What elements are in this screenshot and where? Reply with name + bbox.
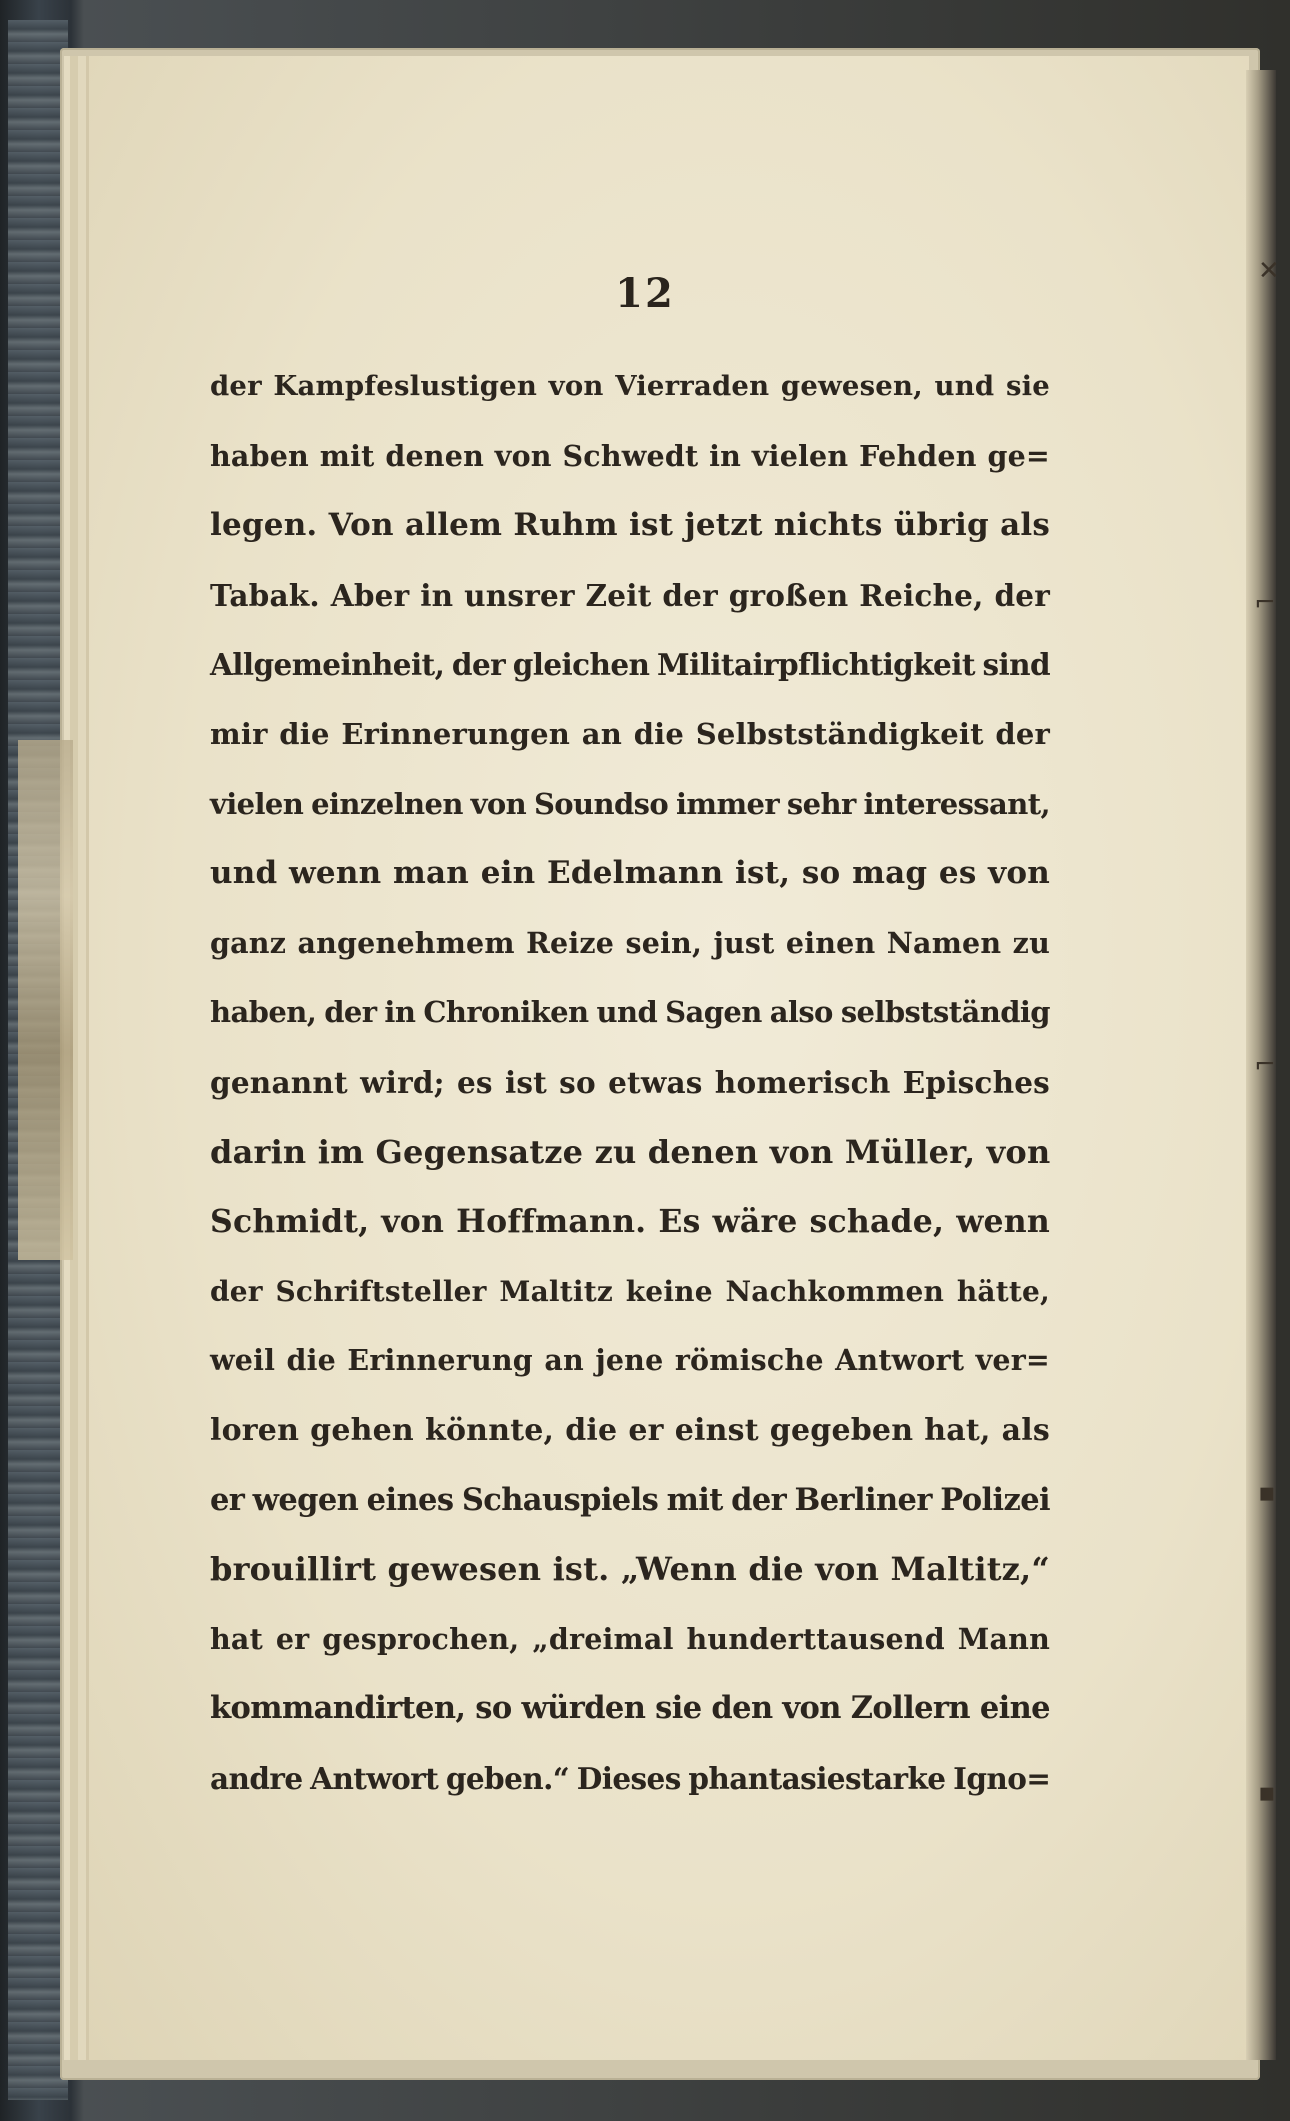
margin-mark: ✕ bbox=[1258, 256, 1280, 286]
text-line: Schmidt, von Hoffmann. Es wäre schade, wenn bbox=[210, 1203, 1050, 1241]
text-line: haben mit denen von Schwedt in vielen Fehden ge= bbox=[210, 438, 1050, 473]
text-line: vielen einzelnen von Soundso immer sehr interessant, bbox=[210, 786, 1050, 821]
text-line: hat er gesprochen, „dreimal hunderttausend Mann bbox=[210, 1621, 1050, 1656]
margin-mark: ⌐ bbox=[1254, 588, 1276, 618]
text-line: darin im Gegensatze zu denen von Müller, von bbox=[210, 1132, 1051, 1171]
text-line: mir die Erinnerungen an die Selbstständigkeit der bbox=[210, 716, 1050, 751]
text-line: andre Antwort geben.“ Dieses phantasiestarke Igno= bbox=[210, 1760, 1051, 1796]
body-text bbox=[210, 352, 1050, 1813]
text-line: loren gehen könnte, die er einst gegeben hat, als bbox=[210, 1412, 1050, 1448]
text-line: Allgemeinheit, der gleichen Militairpflichtigkeit sind bbox=[210, 647, 1051, 683]
margin-mark: ⌐ bbox=[1254, 1050, 1276, 1080]
text-line: haben, der in Chroniken und Sagen also selbstständig bbox=[210, 995, 1050, 1030]
margin-mark: ▪ bbox=[1258, 1478, 1276, 1508]
margin-mark: ▪ bbox=[1258, 1778, 1276, 1808]
text-line: der Schriftsteller Maltitz keine Nachkommen hätte, bbox=[210, 1274, 1050, 1308]
text-line: Tabak. Aber in unsrer Zeit der großen Reiche, der bbox=[210, 577, 1050, 613]
text-line: genannt wird; es ist so etwas homerisch Episches bbox=[210, 1064, 1050, 1100]
text-line: und wenn man ein Edelmann ist, so mag es von bbox=[210, 855, 1050, 892]
page-number: 12 bbox=[615, 270, 675, 317]
text-line: er wegen eines Schauspiels mit der Berliner Polizei bbox=[210, 1481, 1050, 1518]
text-line: kommandirten, so würden sie den von Zollern eine bbox=[210, 1690, 1050, 1727]
text-line: der Kampfeslustigen von Vierraden gewesen, und sie bbox=[210, 370, 1050, 402]
text-line: weil die Erinnerung an jene römische Antwort ver= bbox=[210, 1343, 1050, 1378]
text-line: ganz angenehmem Reize sein, just einen Namen zu bbox=[210, 925, 1050, 960]
text-line: legen. Von allem Ruhm ist jetzt nichts übrig als bbox=[210, 507, 1050, 544]
binding-tape bbox=[18, 740, 73, 1260]
text-line: brouillirt gewesen ist. „Wenn die von Maltitz,“ bbox=[210, 1550, 1050, 1589]
